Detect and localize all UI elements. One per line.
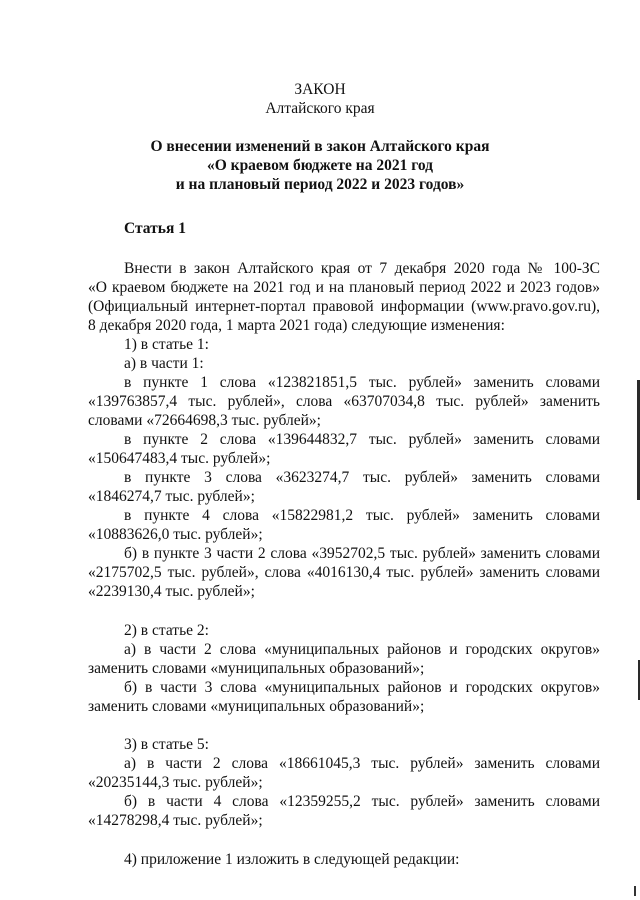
intro-line: «О краевом бюджете на 2021 год и на плановый период 2022 и 2023 годов»: [88, 279, 600, 296]
amendment-line: а) в части 1:: [124, 355, 204, 372]
amendment-line: в пункте 4 слова «15822981,2 тыс. рублей» заменить словами: [124, 507, 600, 524]
amendment-line: «2175702,5 тыс. рублей», слова «4016130,4 тыс. рублей» заменить словами: [88, 564, 600, 581]
amendment-line: 4) приложение 1 изложить в следующей редакции:: [124, 851, 460, 868]
amendment-line: «20235144,3 тыс. рублей»;: [88, 774, 263, 791]
amendment-line: в пункте 1 слова «123821851,5 тыс. рублей» заменить словами: [124, 374, 600, 391]
amendment-line: б) в части 4 слова «12359255,2 тыс. рублей» заменить словами: [124, 793, 600, 810]
intro-line: Внести в закон Алтайского края от 7 декабря 2020 года № 100-ЗС: [124, 260, 600, 277]
amendment-line: заменить словами «муниципальных образований»;: [88, 698, 425, 715]
amendment-line: а) в части 2 слова «муниципальных районов и городских округов»: [124, 641, 600, 658]
amendment-line: б) в части 3 слова «муниципальных районов и городских округов»: [124, 679, 600, 696]
doc-type: ЗАКОН: [294, 81, 346, 98]
amendment-line: а) в части 2 слова «18661045,3 тыс. рублей» заменить словами: [124, 755, 600, 772]
amendment-line: в пункте 2 слова «139644832,7 тыс. рублей» заменить словами: [124, 431, 600, 448]
article-heading: Статья 1: [124, 220, 186, 237]
amendment-line: «10883626,0 тыс. рублей»;: [88, 526, 263, 543]
doc-title-line-1: О внесении изменений в закон Алтайского края: [150, 138, 490, 155]
amendment-line: заменить словами «муниципальных образований»;: [88, 660, 425, 677]
scan-corner-mark: [628, 886, 636, 896]
doc-title-line-2: «О краевом бюджете на 2021 год: [206, 157, 434, 174]
doc-title-line-3: и на плановый период 2022 и 2023 годов»: [175, 176, 465, 193]
amendment-line: б) в пункте 3 части 2 слова «3952702,5 тыс. рублей» заменить словами: [124, 545, 600, 562]
amendment-line: словами «72664698,3 тыс. рублей»;: [88, 412, 321, 429]
amendment-line: 2) в статье 2:: [124, 622, 209, 639]
amendment-line: 1) в статье 1:: [124, 336, 209, 353]
amendment-line: «139763857,4 тыс. рублей», слова «63707034,8 тыс. рублей» заменить: [88, 393, 600, 410]
intro-line: 8 декабря 2020 года, 1 марта 2021 года) следующие изменения:: [88, 317, 505, 334]
doc-region: Алтайского края: [265, 100, 375, 117]
amendment-line: «14278298,4 тыс. рублей»;: [88, 812, 263, 829]
amendment-line: «1846274,7 тыс. рублей»;: [88, 488, 255, 505]
amendment-line: 3) в статье 5:: [124, 736, 209, 753]
intro-line: (Официальный интернет-портал правовой информации (www.pravo.gov.ru),: [88, 298, 600, 315]
amendment-line: «150647483,4 тыс. рублей»;: [88, 450, 271, 467]
amendment-line: в пункте 3 слова «3623274,7 тыс. рублей» заменить словами: [124, 469, 600, 486]
amendment-line: «2239130,4 тыс. рублей»;: [88, 583, 255, 600]
